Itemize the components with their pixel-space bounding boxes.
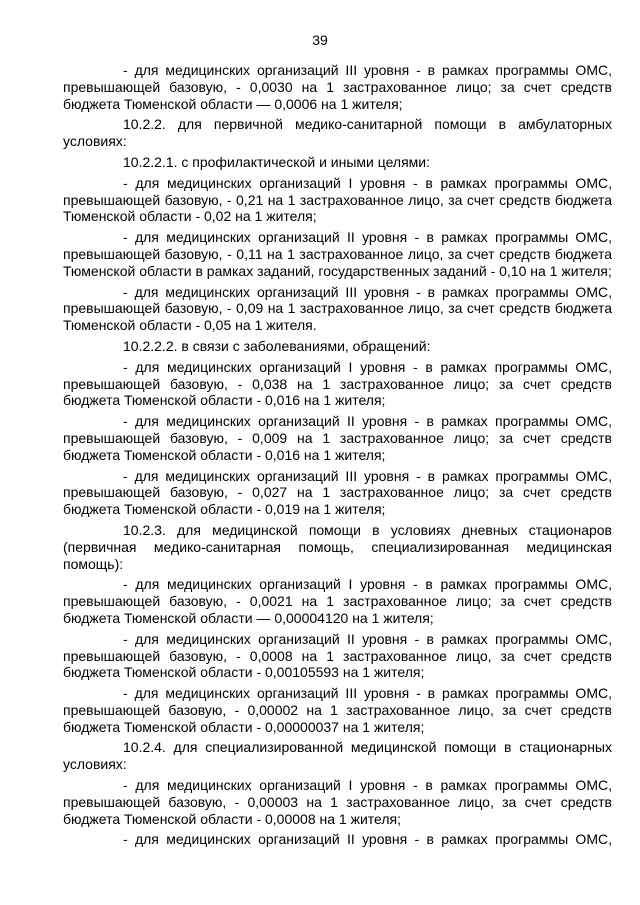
paragraph: 10.2.4. для специализированной медицинской помощи в стационарных условиях:	[63, 739, 612, 773]
paragraph: 10.2.3. для медицинской помощи в условиях дневных стационаров (первичная медико-санитарная помощь, специализированная медицинская помощь):	[63, 521, 612, 572]
paragraph: - для медицинских организаций I уровня - в рамках программы ОМС, превышающей базовую, - 0,21 на 1 застрахованное лицо, за счет средств бюджета Тюменской области - 0,02 на 1 жителя;	[63, 174, 612, 225]
paragraph: 10.2.2.1. с профилактической и иными целями:	[123, 153, 431, 170]
paragraph: - для медицинских организаций I уровня - в рамках программы ОМС, превышающей базовую, - 0,0021 на 1 застрахованное лицо; за счет средств бюджета Тюменской области — 0,00004120 на 1 жителя;	[63, 576, 612, 626]
paragraph: - для медицинских организаций I уровня - в рамках программы ОМС, превышающей базовую, - 0,038 на 1 застрахованное лицо; за счет средств бюджета Тюменской области - 0,016 на 1 жителя;	[63, 358, 612, 409]
paragraph: 10.2.2.2. в связи с заболеваниями, обращений:	[123, 337, 431, 354]
page-number: 39	[312, 32, 328, 48]
paragraph: - для медицинских организаций II уровня - в рамках программы ОМС, превышающей базовую, - 0,11 на 1 застрахованное лицо, за счет средств бюджета Тюменской области в рамках заданий, государственных заданий - 0,10 на 1 жителя;	[63, 229, 612, 279]
paragraph: - для медицинских организаций III уровня - в рамках программы ОМС, превышающей базовую, - 0,00002 на 1 застрахованное лицо, за счет средств бюджета Тюменской области - 0,00000037 на 1 жителя;	[63, 685, 612, 735]
paragraph: - для медицинских организаций III уровня - в рамках программы ОМС, превышающей базовую, - 0,0030 на 1 застрахованное лицо; за счет средств бюджета Тюменской области — 0,0006 на 1 жителя;	[63, 62, 612, 112]
document-body	[63, 62, 612, 852]
paragraph: - для медицинских организаций III уровня - в рамках программы ОМС, превышающей базовую, - 0,027 на 1 застрахованное лицо; за счет средств бюджета Тюменской области - 0,019 на 1 жителя;	[63, 467, 612, 518]
paragraph: - для медицинских организаций I уровня - в рамках программы ОМС, превышающей базовую, - 0,00003 на 1 застрахованное лицо, за счет средств бюджета Тюменской области - 0,00008 на 1 жителя;	[63, 777, 612, 827]
paragraph: - для медицинских организаций II уровня - в рамках программы ОМС, превышающей базовую, - 0,0008 на 1 застрахованное лицо, за счет средств бюджета Тюменской области - 0,00105593 на 1 жителя;	[63, 630, 612, 681]
paragraph: 10.2.2. для первичной медико-санитарной помощи в амбулаторных условиях:	[63, 116, 612, 150]
paragraph: - для медицинских организаций II уровня - в рамках программы ОМС, превышающей базовую, - 0,009 на 1 застрахованное лицо; за счет средств бюджета Тюменской области - 0,016 на 1 жителя;	[63, 413, 612, 463]
paragraph: - для медицинских организаций III уровня - в рамках программы ОМС, превышающей базовую, - 0,09 на 1 застрахованное лицо, за счет средств бюджета Тюменской области - 0,05 на 1 жителя.	[63, 283, 612, 334]
paragraph: - для медицинских организаций II уровня - в рамках программы ОМС,	[123, 831, 612, 848]
